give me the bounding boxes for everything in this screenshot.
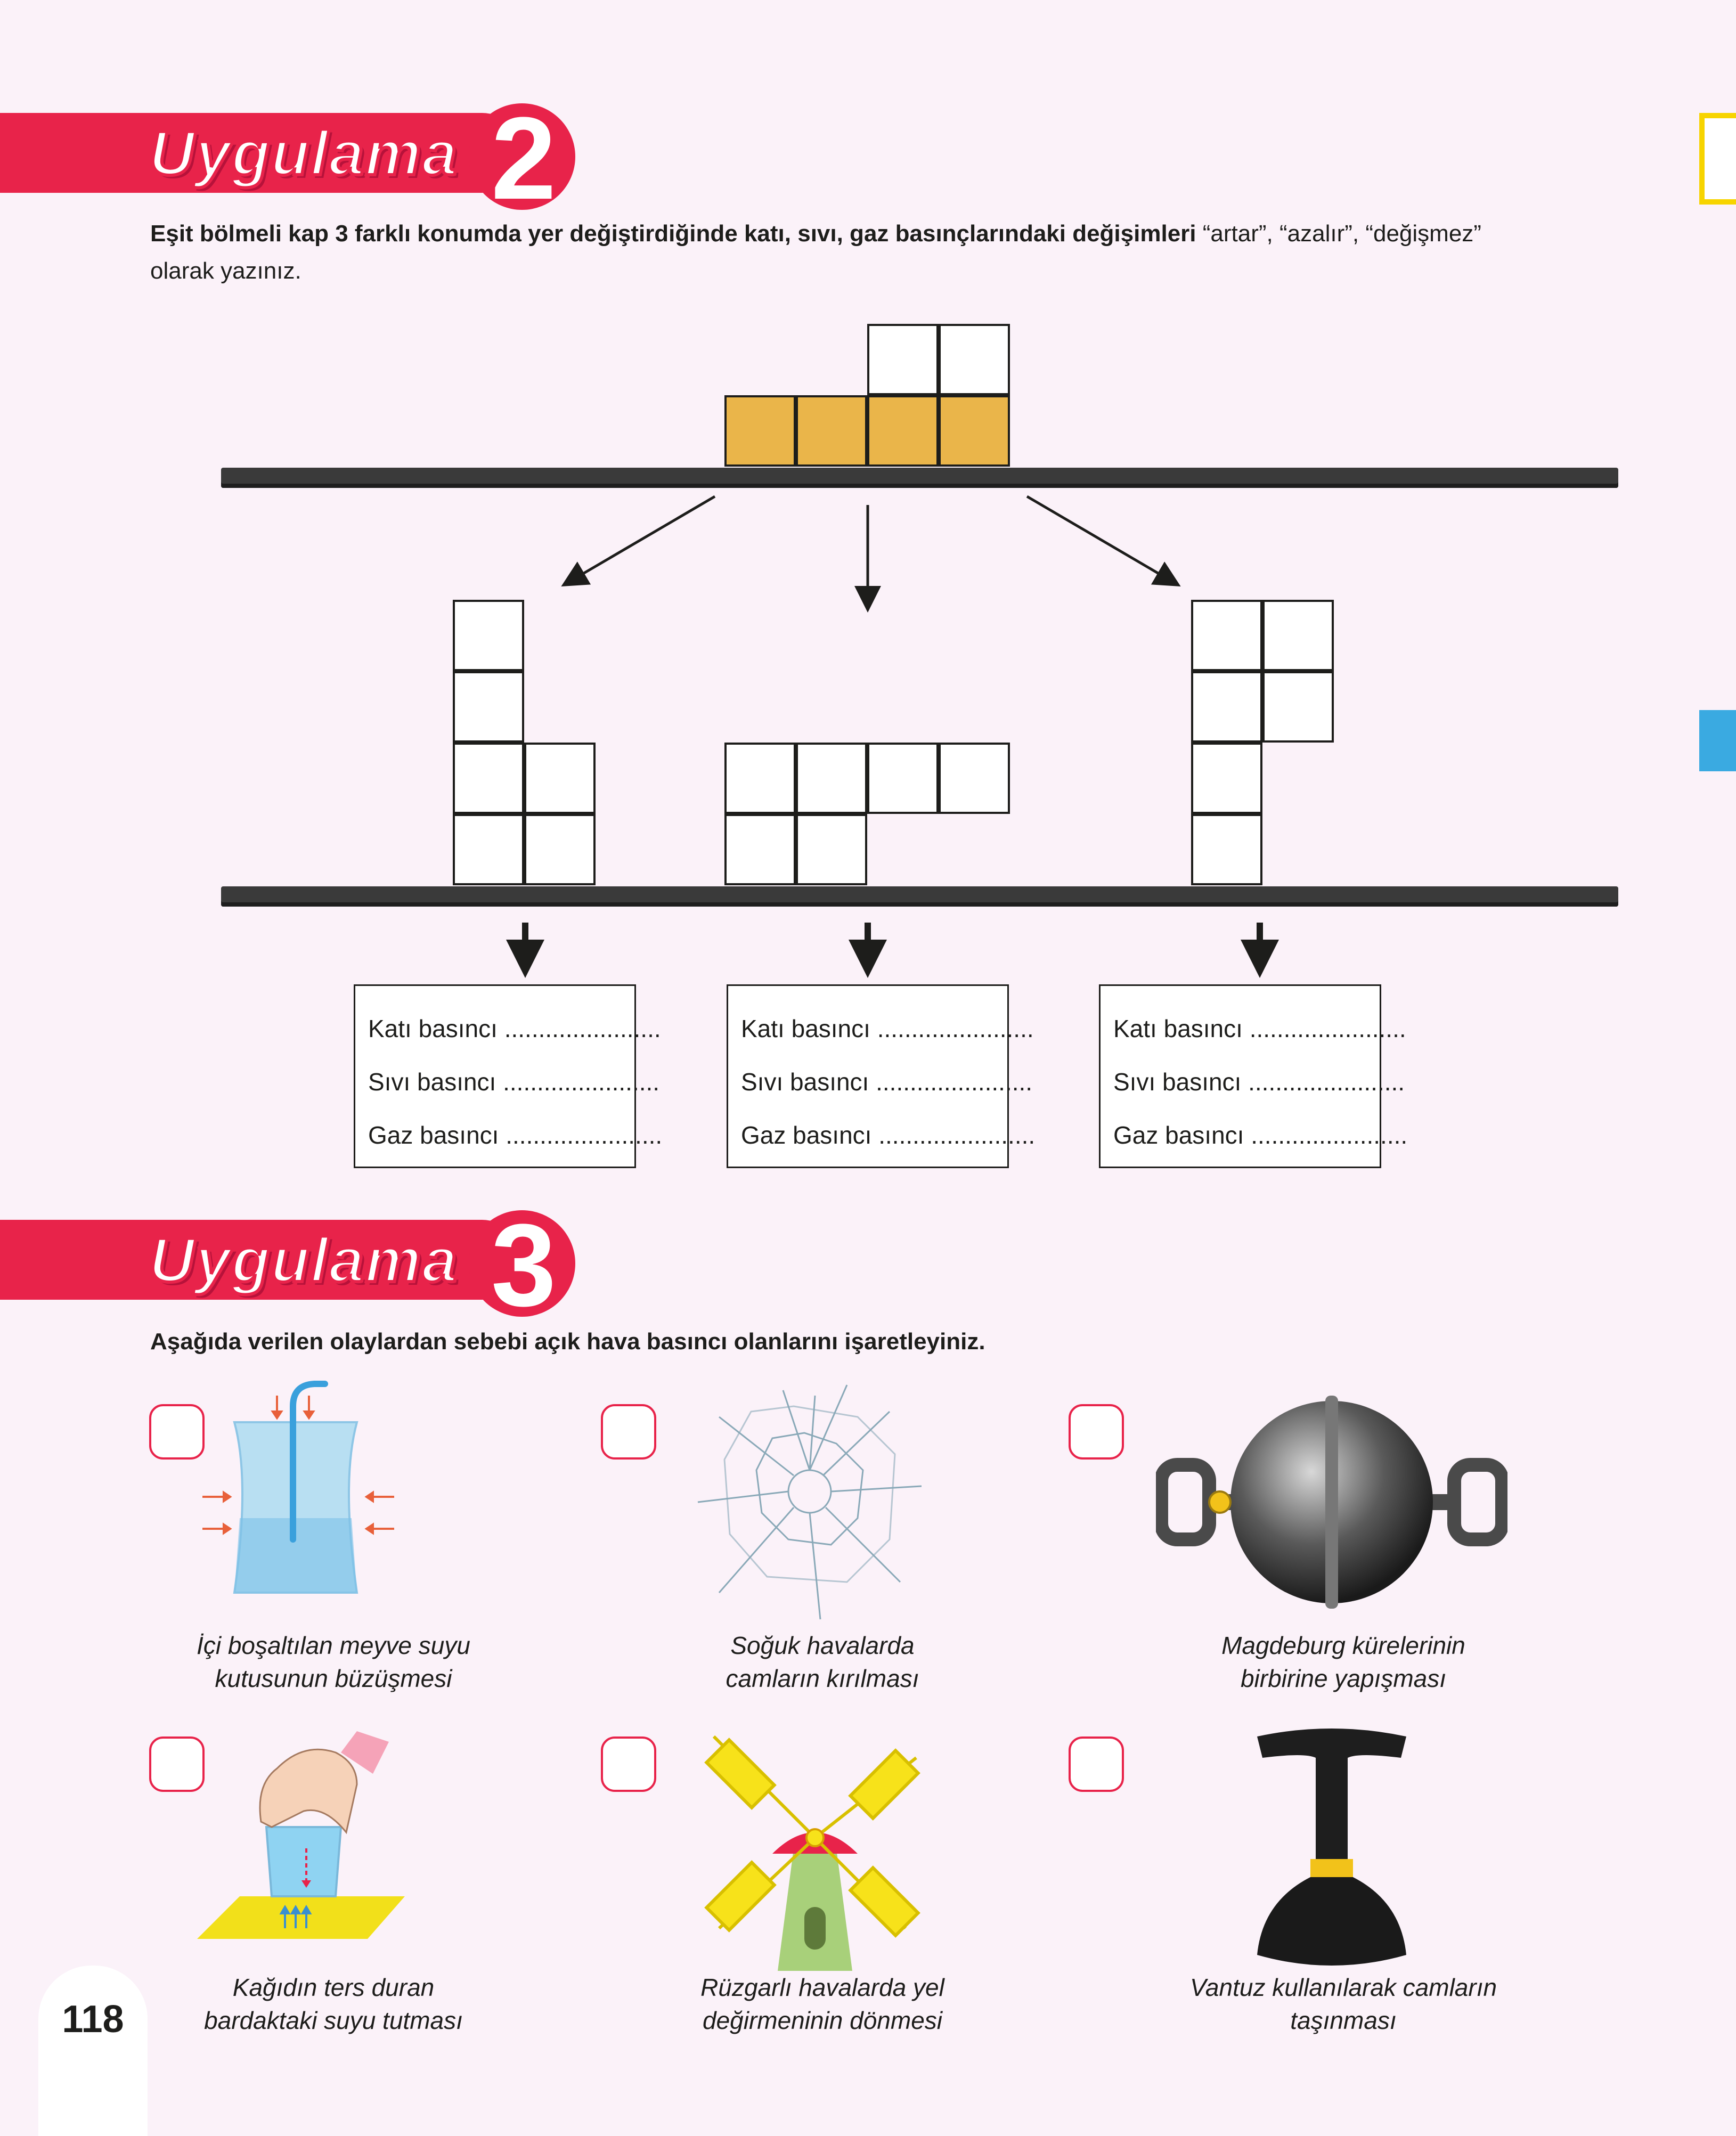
caption-item-4: Kağıdın ters duran bardaktaki suyu tutması [204,1974,463,2034]
checkbox-item-1[interactable] [149,1404,205,1460]
juice-box-icon [197,1374,400,1609]
caption-item-2: Soğuk havalarda camların kırılması [726,1632,919,1692]
broken-glass-icon [687,1380,932,1625]
section2-title: Uygulama [149,118,458,189]
caption-item-3: Magdeburg kürelerinin birbirine yapışması [1221,1632,1465,1692]
page-number-tab [38,1966,148,2136]
checkbox-item-6[interactable] [1069,1736,1124,1792]
section3-instruction: Aşağıda verilen olaylardan sebebi açık hava basıncı olanlarını işaretleyiniz. [150,1328,985,1355]
caption-item-5: Rüzgarlı havalarda yel değirmeninin dönmesi [700,1974,944,2034]
answer-blank[interactable]: ....................... [1248,1068,1405,1096]
answer-blank[interactable]: ....................... [504,1015,661,1042]
section2-number: 2 [491,93,557,224]
answer-box-2: Katı basıncı ....................... Sıvı basıncı ....................... Gaz basıncı ....................... [727,984,1009,1168]
suction-cup-icon [1241,1726,1422,1971]
caption-item-1: İçi boşaltılan meyve suyu kutusunun büzüşmesi [197,1632,470,1692]
answer-blank[interactable]: ....................... [877,1015,1034,1042]
checkbox-item-5[interactable] [601,1736,656,1792]
caption-item-6: Vantuz kullanılarak camların taşınması [1189,1974,1497,2034]
section3-title: Uygulama [149,1225,458,1295]
answer-blank[interactable]: ....................... [1251,1121,1408,1149]
bottom-shelf [221,886,1618,907]
answer-blank[interactable]: ....................... [503,1068,660,1096]
answer-blank[interactable]: ....................... [878,1121,1036,1149]
section3-number: 3 [491,1200,557,1331]
checkbox-item-2[interactable] [601,1404,656,1460]
inverted-glass-icon [197,1721,410,1944]
answer-blank[interactable]: ....................... [506,1121,663,1149]
answer-box-1: Katı basıncı ....................... Sıvı basıncı ....................... Gaz basıncı ....................... [354,984,636,1168]
magdeburg-spheres-icon [1156,1390,1507,1614]
checkbox-item-3[interactable] [1069,1404,1124,1460]
diagram-arrows [0,0,1736,985]
checkbox-item-4[interactable] [149,1736,205,1792]
answer-blank[interactable]: ....................... [1249,1015,1406,1042]
answer-box-3: Katı basıncı ....................... Sıvı basıncı ....................... Gaz basıncı ....................... [1099,984,1381,1168]
section2-instruction: Eşit bölmeli kap 3 farklı konumda yer değiştirdiğinde katı, sıvı, gaz basınçlarındaki değişimleri “artar”, “azalır”, “değişmez” olarak yazınız. [150,221,1481,284]
page-number: 118 [62,1998,124,2041]
answer-blank[interactable]: ....................... [876,1068,1033,1096]
windmill-icon [692,1726,938,1976]
